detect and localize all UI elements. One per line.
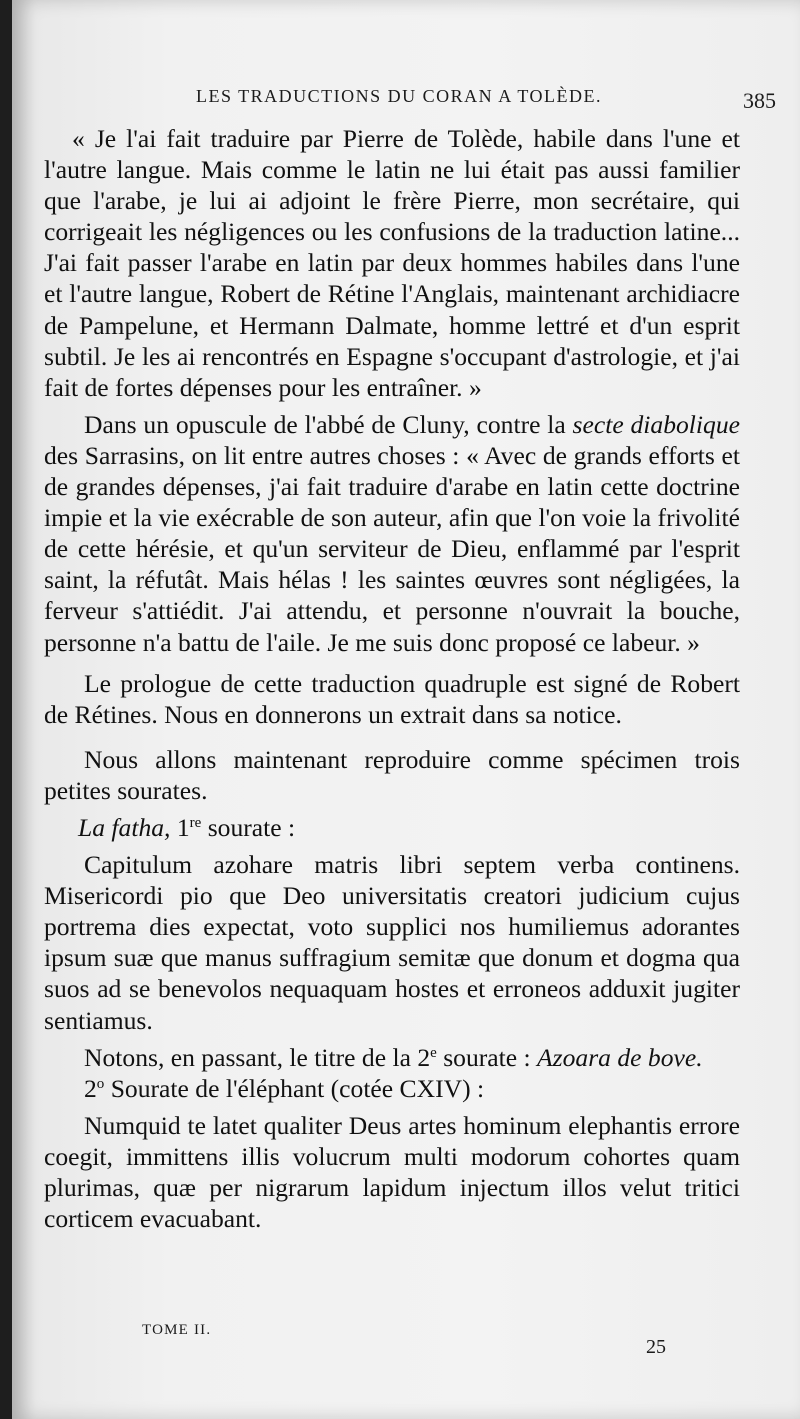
paragraph-text: Sourate de l'éléphant (cotée CXIV) : (104, 1073, 485, 1103)
paragraph-specimen (44, 744, 740, 806)
sourate-heading-fatha (44, 812, 740, 843)
paragraph-text: Notons, en passant, le titre de la 2 (84, 1042, 431, 1072)
paragraph-text: des Sarrasins, on lit entre autres choses : « Avec de grands efforts et de grandes dépenses, j'ai fait traduire d'arabe en latin cette doctrine impie et la vie exécrable de son auteur, afin que l'on voie la frivolité de cette hérésie, et qu'un serviteur de Dieu, enflammé par l'esprit saint, la réfutât. Mais hélas ! les saintes œuvres sont négligées, la ferveur s'attiédit. J'ai attendu, et personne n'ouvrait la bouche, personne n'a battu de l'aile. Je me suis donc proposé ce labeur. » (44, 440, 740, 657)
latin-passage-elephant (44, 1110, 740, 1234)
paragraph-text: « Je l'ai fait traduire par Pierre de Tolède, habile dans l'une et l'autre langue. Mais comme le latin ne lui était pas aussi familier que l'arabe, je lui ai adjoint le frère Pierre, mon secrétaire, qui corrigeait les négligences ou les confusions de la traduction latine... J'ai fait passer l'arabe en latin par deux hommes habiles dans l'une et l'autre langue, Robert de Rétine l'Anglais, maintenant archidiacre de Pampelune, et Hermann Dalmate, homme lettré et d'un esprit subtil. Je les ai rencontrés en Espagne s'occupant d'astrologie, et j'ai fait de fortes dépenses pour les entraîner. » (44, 124, 740, 402)
italic-phrase: secte diabolique (572, 409, 740, 439)
paragraph-text: Numquid te latet qualiter Deus artes hominum elephantis errore coegit, immittens illis volucrum multi modorum cohortes quam plurimas, quæ per nigrarum lapidum injectum illos velut tritici corticem evacuabant. (44, 1110, 740, 1234)
paragraph-quote-translation (44, 123, 740, 403)
running-head (196, 86, 776, 116)
paragraph-prologue (44, 668, 740, 730)
paragraph-opuscule (44, 409, 740, 658)
italic-phrase: Azoara de bove. (537, 1042, 703, 1072)
paragraph-text: Nous allons maintenant reproduire comme spécimen trois petites sourates. (44, 744, 740, 805)
paragraph-text: Capitulum azohare matris libri septem verba continens. Misericordi pio que Deo universitatis creatori judicium cujus portrema dies expectat, voto supplici nos humiliemus adorantes ipsum suæ que manus suffragium semitæ que donum et dogma qua suos ad se benevolos nequaquam hostes et erroneos adduxit jugiter sentiamus. (44, 850, 740, 1035)
page-footer (142, 1322, 666, 1358)
superscript: o (96, 1075, 105, 1092)
sourate-heading-elephant (44, 1073, 740, 1104)
sourate-number: 1 (170, 812, 190, 842)
signature-mark: 25 (646, 1336, 666, 1358)
superscript: e (430, 1044, 437, 1061)
page-number: 385 (743, 88, 776, 113)
paragraph-text: sourate : (436, 1042, 538, 1072)
latin-passage-fatha (44, 849, 740, 1036)
paragraph-text: Le prologue de cette traduction quadruple est signé de Robert de Rétines. Nous en donnerons un extrait dans sa notice. (44, 668, 740, 729)
italic-phrase: La fatha, (78, 812, 171, 842)
superscript: re (189, 814, 202, 831)
paragraph-text: Dans un opuscule de l'abbé de Cluny, contre la (84, 409, 573, 439)
tome-label: TOME II. (142, 1322, 212, 1338)
book-page (12, 0, 800, 1419)
sourate-number: 2 (84, 1073, 97, 1103)
body-text (44, 123, 740, 1234)
running-title: LES TRADUCTIONS DU CORAN A TOLÈDE. (196, 86, 603, 106)
paragraph-second-sourate (44, 1042, 740, 1073)
paragraph-text: sourate : (201, 812, 296, 842)
